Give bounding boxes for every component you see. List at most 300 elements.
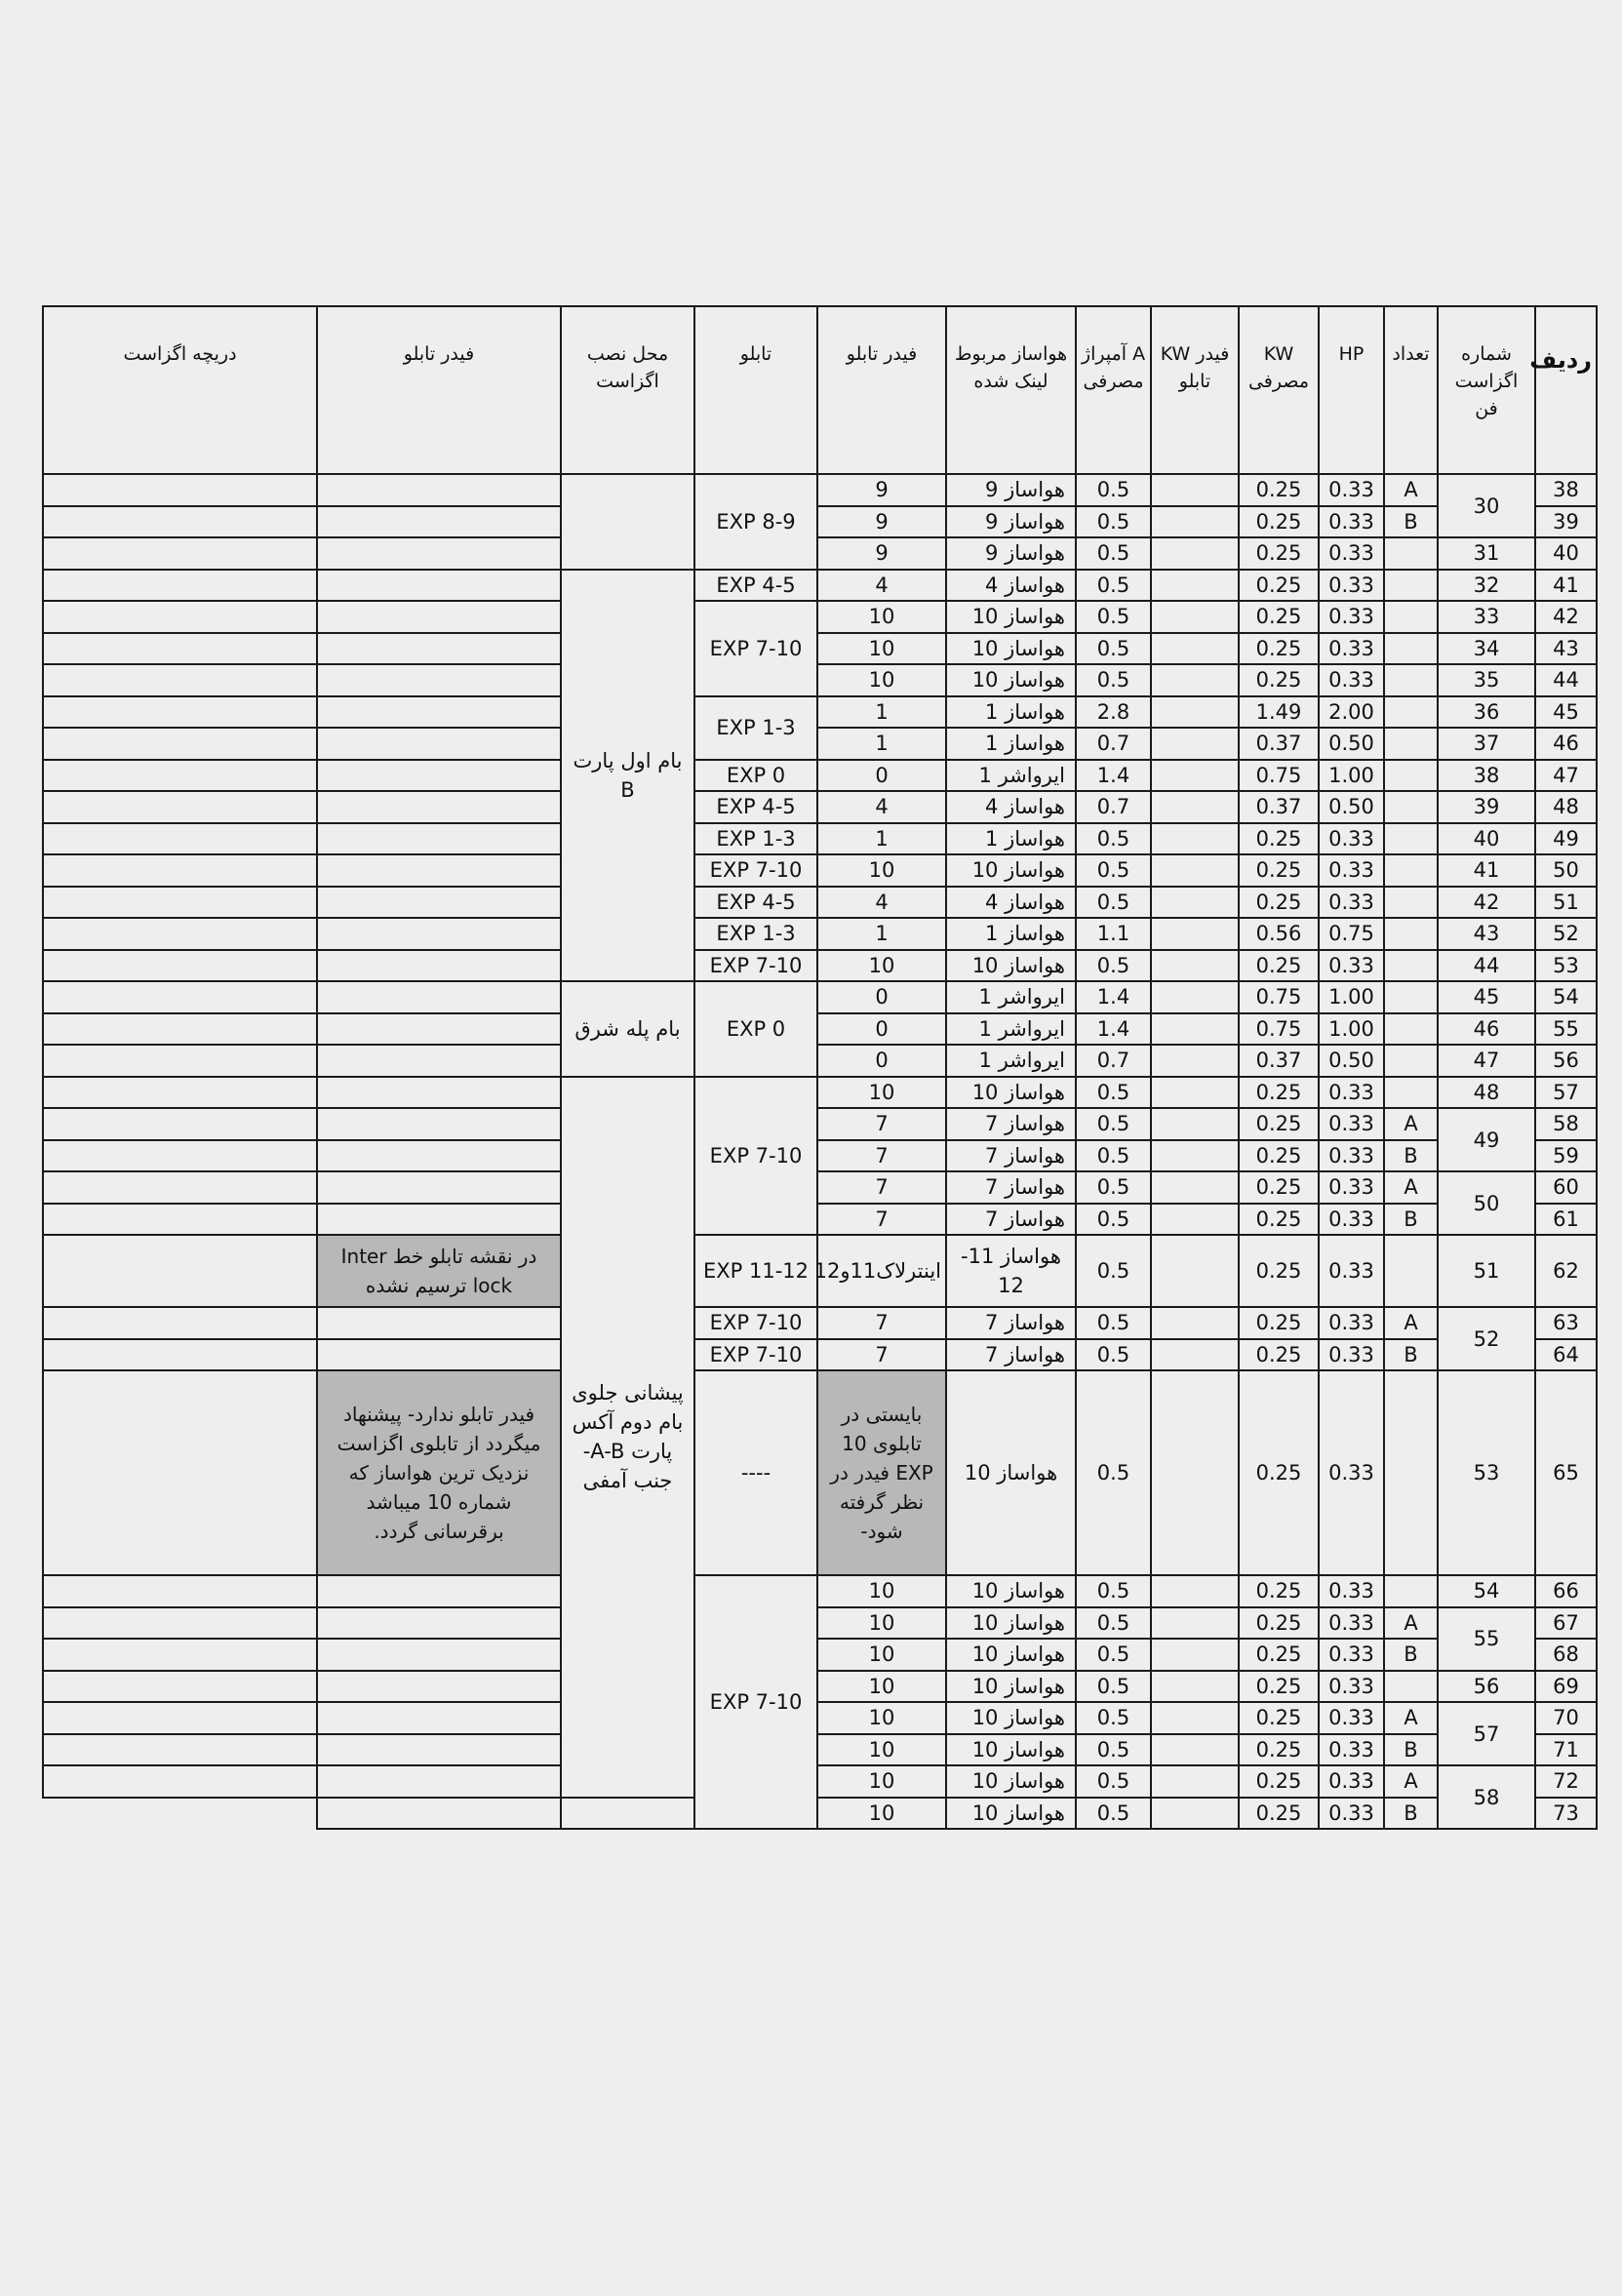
cell-amp: 0.7: [1076, 791, 1151, 823]
cell-panel: EXP 0: [694, 760, 817, 792]
cell-ahu: هواساز 1: [946, 696, 1076, 729]
cell-count: B: [1384, 1204, 1438, 1236]
cell-count: [1384, 1077, 1438, 1109]
cell-count: A: [1384, 474, 1438, 506]
cell-amp: 0.5: [1076, 1307, 1151, 1339]
cell-hp: 0.33: [1319, 1607, 1384, 1640]
cell-radif: 55: [1535, 1013, 1597, 1046]
cell-damper: [43, 1734, 317, 1766]
cell-hp: 0.33: [1319, 664, 1384, 696]
cell-feeder: 7: [817, 1140, 946, 1172]
cell-fan: 52: [1438, 1307, 1535, 1370]
cell-hp: 0.50: [1319, 791, 1384, 823]
cell-count: B: [1384, 1734, 1438, 1766]
table-row: [43, 1370, 1597, 1575]
cell-fan: 34: [1438, 633, 1535, 665]
cell-fan: 44: [1438, 950, 1535, 982]
cell-kw-feeder: [1151, 1077, 1239, 1109]
cell-hp: 0.33: [1319, 1370, 1384, 1575]
cell-feeder-2: [317, 1171, 561, 1204]
cell-radif: 64: [1535, 1339, 1597, 1371]
cell-feeder-2: [317, 1013, 561, 1046]
cell-feeder: 9: [817, 537, 946, 570]
cell-damper: [43, 887, 317, 919]
cell-count: [1384, 950, 1438, 982]
cell-fan: 46: [1438, 1013, 1535, 1046]
cell-kw: 0.25: [1239, 823, 1319, 855]
cell-ahu: هواساز 11-12: [946, 1235, 1076, 1307]
cell-damper: [43, 1639, 317, 1671]
cell-kw: 0.25: [1239, 601, 1319, 633]
cell-count: [1384, 537, 1438, 570]
cell-count: A: [1384, 1607, 1438, 1640]
cell-kw-feeder: [1151, 1639, 1239, 1671]
cell-feeder: 10: [817, 664, 946, 696]
cell-kw-feeder: [1151, 1702, 1239, 1734]
cell-damper: [43, 1575, 317, 1607]
cell-count: [1384, 1235, 1438, 1307]
cell-kw-feeder: [1151, 1734, 1239, 1766]
cell-feeder-2: [317, 1671, 561, 1703]
cell-ahu: هواساز 1: [946, 918, 1076, 950]
cell-kw-feeder: [1151, 887, 1239, 919]
cell-amp: 0.5: [1076, 1171, 1151, 1204]
cell-feeder-2: [317, 1108, 561, 1140]
table-row: [43, 950, 1597, 982]
cell-radif: 45: [1535, 696, 1597, 729]
cell-feeder: اینترلاک11و12: [817, 1235, 946, 1307]
cell-feeder-2: [317, 474, 561, 506]
cell-damper: [43, 728, 317, 760]
cell-damper: [43, 1671, 317, 1703]
cell-radif: 58: [1535, 1108, 1597, 1140]
cell-feeder-2: [317, 1607, 561, 1640]
cell-feeder-2: [317, 950, 561, 982]
cell-feeder-2: [317, 1045, 561, 1077]
cell-kw: 0.25: [1239, 1140, 1319, 1172]
cell-count: B: [1384, 1339, 1438, 1371]
cell-feeder: 0: [817, 1013, 946, 1046]
cell-ahu: هواساز 4: [946, 791, 1076, 823]
cell-damper: [43, 1013, 317, 1046]
cell-kw: 0.37: [1239, 791, 1319, 823]
cell-feeder-2: [317, 696, 561, 729]
cell-ahu: هواساز 10: [946, 1370, 1076, 1575]
cell-feeder: 7: [817, 1307, 946, 1339]
cell-ahu: هواساز 10: [946, 950, 1076, 982]
cell-ahu: هواساز 10: [946, 1798, 1076, 1830]
cell-count: B: [1384, 1639, 1438, 1671]
cell-location: پیشانی جلوی بام دوم آکس پارت A-B- جنب آمفی: [561, 1077, 694, 1798]
cell-hp: 0.33: [1319, 1235, 1384, 1307]
cell-hp: 0.33: [1319, 1077, 1384, 1109]
table-row: [43, 664, 1597, 696]
cell-amp: 0.5: [1076, 1339, 1151, 1371]
cell-count: [1384, 887, 1438, 919]
header-damper: دریچه اگزاست: [43, 306, 317, 474]
cell-feeder: 10: [817, 1639, 946, 1671]
cell-fan: 36: [1438, 696, 1535, 729]
cell-feeder: 10: [817, 950, 946, 982]
cell-hp: 0.33: [1319, 1639, 1384, 1671]
cell-radif: 57: [1535, 1077, 1597, 1109]
cell-count: [1384, 633, 1438, 665]
table-row: [43, 696, 1597, 729]
cell-ahu: هواساز 10: [946, 854, 1076, 887]
cell-ahu: هواساز 1: [946, 728, 1076, 760]
cell-fan: 54: [1438, 1575, 1535, 1607]
cell-kw: 1.49: [1239, 696, 1319, 729]
cell-feeder-2: [317, 1702, 561, 1734]
table-row: [43, 1204, 1597, 1236]
table-row: [43, 1607, 1597, 1640]
cell-fan: 50: [1438, 1171, 1535, 1235]
cell-ahu: هواساز 7: [946, 1171, 1076, 1204]
cell-damper: [43, 1307, 317, 1339]
table-row: [43, 1077, 1597, 1109]
cell-amp: 0.5: [1076, 664, 1151, 696]
fan-table-sheet: [42, 305, 1596, 1830]
cell-kw: 0.25: [1239, 887, 1319, 919]
table-row: [43, 1235, 1597, 1307]
cell-feeder-2: [317, 887, 561, 919]
cell-amp: 0.5: [1076, 1077, 1151, 1109]
cell-kw-feeder: [1151, 1671, 1239, 1703]
cell-ahu: هواساز 7: [946, 1140, 1076, 1172]
cell-radif: 72: [1535, 1765, 1597, 1798]
cell-panel: EXP 7-10: [694, 601, 817, 696]
cell-feeder-2: [317, 1204, 561, 1236]
cell-hp: 0.33: [1319, 474, 1384, 506]
cell-hp: 2.00: [1319, 696, 1384, 729]
cell-damper: [43, 1171, 317, 1204]
cell-feeder-2: [317, 537, 561, 570]
cell-hp: 0.33: [1319, 950, 1384, 982]
cell-ahu: هواساز 7: [946, 1108, 1076, 1140]
cell-radif: 63: [1535, 1307, 1597, 1339]
cell-hp: 0.33: [1319, 1734, 1384, 1766]
cell-count: [1384, 918, 1438, 950]
header-count: تعداد: [1384, 306, 1438, 474]
cell-kw: 0.25: [1239, 1798, 1319, 1830]
cell-feeder-2: [317, 728, 561, 760]
cell-radif: 67: [1535, 1607, 1597, 1640]
cell-radif: 50: [1535, 854, 1597, 887]
table-row: [43, 887, 1597, 919]
cell-radif: 51: [1535, 887, 1597, 919]
cell-panel: EXP 7-10: [694, 1575, 817, 1829]
cell-damper: [43, 601, 317, 633]
cell-kw: 0.25: [1239, 633, 1319, 665]
cell-feeder-2: [317, 760, 561, 792]
cell-kw: 0.25: [1239, 950, 1319, 982]
cell-radif: 66: [1535, 1575, 1597, 1607]
exhaust-fan-table: [42, 305, 1598, 1830]
cell-count: A: [1384, 1171, 1438, 1204]
header-panel: تابلو: [694, 306, 817, 474]
note-interlock: در نقشه تابلو خط Inter lock ترسیم نشده: [317, 1235, 561, 1307]
cell-feeder-2: [317, 1307, 561, 1339]
table-row: [43, 1671, 1597, 1703]
cell-kw-feeder: [1151, 1339, 1239, 1371]
cell-kw-feeder: [1151, 1045, 1239, 1077]
cell-kw: 0.25: [1239, 506, 1319, 538]
cell-amp: 1.4: [1076, 760, 1151, 792]
cell-kw-feeder: [1151, 1765, 1239, 1798]
cell-hp: 0.33: [1319, 1140, 1384, 1172]
cell-radif: 44: [1535, 664, 1597, 696]
cell-count: [1384, 570, 1438, 602]
cell-damper: [43, 918, 317, 950]
cell-damper: [43, 664, 317, 696]
cell-count: [1384, 854, 1438, 887]
header-fan-number: شماره اگزاست فن: [1438, 306, 1535, 474]
table-row: [43, 981, 1597, 1013]
cell-radif: 48: [1535, 791, 1597, 823]
table-row: [43, 570, 1597, 602]
cell-ahu: هواساز 10: [946, 1765, 1076, 1798]
cell-fan: 37: [1438, 728, 1535, 760]
cell-count: B: [1384, 506, 1438, 538]
cell-radif: 38: [1535, 474, 1597, 506]
table-row: [43, 1702, 1597, 1734]
cell-kw-feeder: [1151, 1370, 1239, 1575]
cell-kw: 0.37: [1239, 1045, 1319, 1077]
cell-feeder: 0: [817, 1045, 946, 1077]
cell-ahu: هواساز 10: [946, 664, 1076, 696]
cell-count: A: [1384, 1108, 1438, 1140]
cell-fan: 45: [1438, 981, 1535, 1013]
cell-feeder: 9: [817, 474, 946, 506]
cell-kw: 0.56: [1239, 918, 1319, 950]
cell-radif: 68: [1535, 1639, 1597, 1671]
cell-kw-feeder: [1151, 728, 1239, 760]
cell-radif: 47: [1535, 760, 1597, 792]
cell-count: [1384, 728, 1438, 760]
note-no-feeder: فیدر تابلو ندارد- پیشنهاد میگردد از تابلوی اگزاست نزدیک ترین هواساز که شماره 10 میباشد برقرسانی گردد.: [317, 1370, 561, 1575]
cell-kw: 0.25: [1239, 1734, 1319, 1766]
cell-amp: 0.5: [1076, 1765, 1151, 1798]
cell-feeder: 10: [817, 1077, 946, 1109]
cell-radif: 65: [1535, 1370, 1597, 1575]
cell-damper: [43, 1607, 317, 1640]
cell-location: [561, 474, 694, 570]
cell-kw-feeder: [1151, 633, 1239, 665]
cell-location: بام اول پارت B: [561, 570, 694, 982]
cell-feeder: 10: [817, 1607, 946, 1640]
header-amp: A آمپراژ مصرفی: [1076, 306, 1151, 474]
cell-ahu: هواساز 7: [946, 1339, 1076, 1371]
cell-damper: [43, 633, 317, 665]
cell-panel: EXP 1-3: [694, 696, 817, 760]
cell-fan: 48: [1438, 1077, 1535, 1109]
cell-panel: EXP 0: [694, 981, 817, 1077]
cell-ahu: ایرواشر 1: [946, 1013, 1076, 1046]
cell-hp: 0.50: [1319, 728, 1384, 760]
cell-fan: 47: [1438, 1045, 1535, 1077]
cell-damper: [43, 1370, 317, 1575]
cell-kw: 0.25: [1239, 1171, 1319, 1204]
cell-feeder-2: [317, 601, 561, 633]
table-row: [43, 1171, 1597, 1204]
cell-kw-feeder: [1151, 1013, 1239, 1046]
cell-panel: EXP 7-10: [694, 1307, 817, 1339]
cell-kw-feeder: [1151, 601, 1239, 633]
cell-amp: 0.5: [1076, 1798, 1151, 1830]
cell-kw: 0.25: [1239, 1702, 1319, 1734]
cell-ahu: هواساز 1: [946, 823, 1076, 855]
cell-panel: EXP 4-5: [694, 791, 817, 823]
cell-radif: 56: [1535, 1045, 1597, 1077]
cell-radif: 61: [1535, 1204, 1597, 1236]
header-location: محل نصب اگزاست: [561, 306, 694, 474]
cell-feeder-2: [317, 664, 561, 696]
cell-damper: [43, 1702, 317, 1734]
cell-radif: 39: [1535, 506, 1597, 538]
table-row: [43, 760, 1597, 792]
cell-hp: 0.33: [1319, 1575, 1384, 1607]
cell-damper: [43, 950, 317, 982]
cell-fan: 53: [1438, 1370, 1535, 1575]
cell-fan: 42: [1438, 887, 1535, 919]
cell-amp: 0.5: [1076, 1108, 1151, 1140]
cell-kw: 0.75: [1239, 981, 1319, 1013]
cell-hp: 0.33: [1319, 570, 1384, 602]
cell-kw-feeder: [1151, 760, 1239, 792]
cell-feeder-2: [317, 633, 561, 665]
cell-kw-feeder: [1151, 506, 1239, 538]
cell-fan: 40: [1438, 823, 1535, 855]
cell-kw-feeder: [1151, 791, 1239, 823]
cell-radif: 59: [1535, 1140, 1597, 1172]
cell-amp: 0.5: [1076, 1607, 1151, 1640]
cell-damper: [43, 537, 317, 570]
cell-amp: 0.5: [1076, 1671, 1151, 1703]
cell-feeder: 7: [817, 1171, 946, 1204]
cell-radif: 73: [1535, 1798, 1597, 1830]
cell-damper: [43, 760, 317, 792]
cell-amp: 0.5: [1076, 1702, 1151, 1734]
cell-feeder: 10: [817, 633, 946, 665]
cell-amp: 0.5: [1076, 601, 1151, 633]
cell-panel: EXP 4-5: [694, 570, 817, 602]
table-row: [43, 918, 1597, 950]
cell-hp: 1.00: [1319, 981, 1384, 1013]
header-row: [43, 306, 1597, 474]
cell-kw-feeder: [1151, 1607, 1239, 1640]
cell-kw: 0.25: [1239, 1671, 1319, 1703]
cell-damper: [43, 1204, 317, 1236]
header-feeder-2: فیدر تابلو: [317, 306, 561, 474]
cell-amp: 0.5: [1076, 506, 1151, 538]
cell-ahu: هواساز 10: [946, 1077, 1076, 1109]
cell-ahu: هواساز 7: [946, 1204, 1076, 1236]
cell-feeder: 10: [817, 854, 946, 887]
cell-feeder: 9: [817, 506, 946, 538]
cell-feeder: 4: [817, 570, 946, 602]
cell-radif: 46: [1535, 728, 1597, 760]
cell-hp: 0.33: [1319, 887, 1384, 919]
cell-kw-feeder: [1151, 950, 1239, 982]
cell-feeder-2: [317, 1639, 561, 1671]
cell-panel: ----: [694, 1370, 817, 1575]
header-radif: ردیف: [1535, 306, 1597, 474]
cell-amp: 2.8: [1076, 696, 1151, 729]
table-row: [43, 1734, 1597, 1766]
cell-feeder-2: [317, 823, 561, 855]
cell-count: B: [1384, 1140, 1438, 1172]
cell-amp: 0.5: [1076, 1734, 1151, 1766]
cell-amp: 0.5: [1076, 1639, 1151, 1671]
cell-amp: 0.5: [1076, 633, 1151, 665]
cell-count: A: [1384, 1765, 1438, 1798]
cell-count: [1384, 1575, 1438, 1607]
cell-ahu: هواساز 10: [946, 601, 1076, 633]
cell-kw: 0.25: [1239, 1204, 1319, 1236]
cell-amp: 0.5: [1076, 1140, 1151, 1172]
cell-radif: 52: [1535, 918, 1597, 950]
cell-kw: 0.25: [1239, 1370, 1319, 1575]
cell-hp: 0.33: [1319, 633, 1384, 665]
cell-feeder: 10: [817, 1765, 946, 1798]
cell-feeder-2: [317, 918, 561, 950]
table-row: [43, 506, 1597, 538]
cell-kw: 0.25: [1239, 474, 1319, 506]
cell-panel: EXP 11-12: [694, 1235, 817, 1307]
cell-feeder: 0: [817, 981, 946, 1013]
cell-fan: 30: [1438, 474, 1535, 537]
cell-ahu: هواساز 10: [946, 1607, 1076, 1640]
cell-amp: 1.1: [1076, 918, 1151, 950]
cell-kw-feeder: [1151, 854, 1239, 887]
cell-hp: 0.50: [1319, 1045, 1384, 1077]
cell-kw-feeder: [1151, 696, 1239, 729]
cell-kw: 0.25: [1239, 854, 1319, 887]
cell-fan: 35: [1438, 664, 1535, 696]
table-row: [43, 1798, 1597, 1830]
cell-count: [1384, 760, 1438, 792]
table-row: [43, 474, 1597, 506]
cell-feeder: 7: [817, 1204, 946, 1236]
cell-damper: [43, 854, 317, 887]
cell-amp: 0.5: [1076, 1575, 1151, 1607]
cell-hp: 1.00: [1319, 1013, 1384, 1046]
cell-kw: 0.25: [1239, 1307, 1319, 1339]
cell-kw-feeder: [1151, 1235, 1239, 1307]
cell-amp: 0.5: [1076, 887, 1151, 919]
cell-fan: 31: [1438, 537, 1535, 570]
cell-kw: 0.25: [1239, 1235, 1319, 1307]
cell-hp: 0.33: [1319, 537, 1384, 570]
cell-amp: 0.5: [1076, 537, 1151, 570]
cell-count: [1384, 1671, 1438, 1703]
cell-fan: 33: [1438, 601, 1535, 633]
cell-kw-feeder: [1151, 1798, 1239, 1830]
cell-feeder-2: [317, 570, 561, 602]
header-hp: HP: [1319, 306, 1384, 474]
cell-hp: 0.33: [1319, 1798, 1384, 1830]
cell-feeder: 10: [817, 1798, 946, 1830]
cell-count: [1384, 1045, 1438, 1077]
table-row: [43, 1140, 1597, 1172]
cell-damper: [43, 981, 317, 1013]
table-row: [43, 823, 1597, 855]
cell-kw-feeder: [1151, 570, 1239, 602]
cell-feeder-2: [317, 1734, 561, 1766]
cell-amp: 1.4: [1076, 1013, 1151, 1046]
cell-ahu: هواساز 9: [946, 506, 1076, 538]
cell-ahu: ایرواشر 1: [946, 1045, 1076, 1077]
